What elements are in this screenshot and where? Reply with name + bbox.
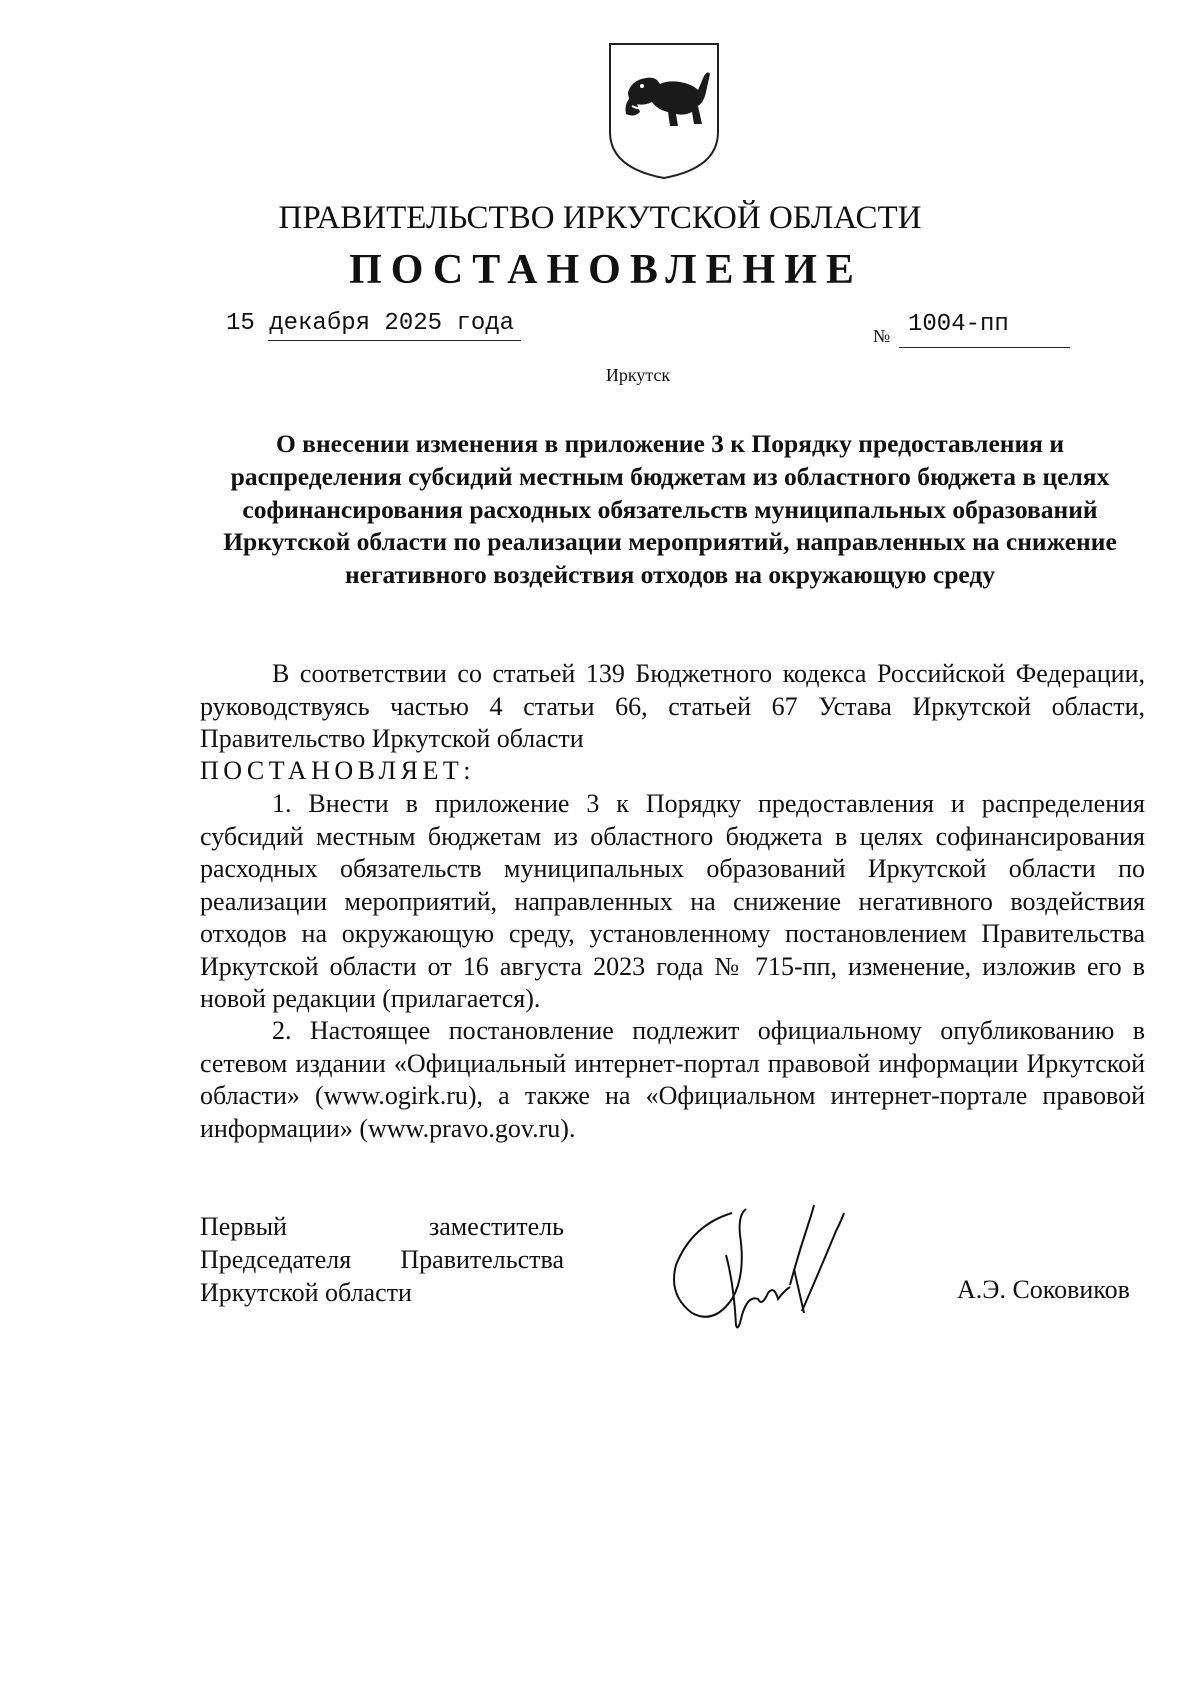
document-date: 15 декабря 2025 года <box>226 310 515 337</box>
document-type-heading: ПОСТАНОВЛЕНИЕ <box>349 247 863 293</box>
handwritten-signature-icon <box>662 1195 867 1335</box>
signer-position-line-1: Первый заместитель <box>200 1212 564 1241</box>
document-number: 1004-пп <box>908 311 1009 338</box>
resolves-heading: ПОСТАНОВЛЯЕТ: <box>200 756 475 785</box>
number-underline <box>899 347 1070 348</box>
irkutsk-coat-of-arms-icon <box>606 40 722 180</box>
number-sign: № <box>873 326 891 346</box>
government-title: ПРАВИТЕЛЬСТВО ИРКУТСКОЙ ОБЛАСТИ <box>278 200 922 236</box>
signer-position-line-3: Иркутской области <box>200 1278 412 1307</box>
signer-position <box>200 1210 564 1309</box>
resolution-item-1: 1. Внести в приложение 3 к Порядку предоставления и распределения субсидий местным бюджетам из областного бюджета в целях софинансирования расходных обязательств муниципальных образований Иркутской области по реализации мероприятий, направленных на снижение негативного воздействия отходов на окружающую среду, установленному постановлением Правительства Иркутской области от 16 августа 2023 года № 715-пп, изменение, изложив его в новой редакции (прилагается). <box>200 789 1145 1013</box>
signer-position-line-2: Председателя Правительства <box>200 1245 564 1274</box>
basis-paragraph: В соответствии со статьей 139 Бюджетного кодекса Российской Федерации, руководствуясь частью 4 статьи 66, статьей 67 Устава Иркутской области, Правительство Иркутской области <box>200 659 1145 753</box>
signer-name: А.Э. Соковиков <box>957 1275 1130 1304</box>
resolution-item-2: 2. Настоящее постановление подлежит официальному опубликованию в сетевом издании «Официальный интернет-портал правовой информации Иркутской области» (www.ogirk.ru), а также на «Официальном интернет-портале правовой информации» (www.pravo.gov.ru). <box>200 1016 1145 1143</box>
city-name: Иркутск <box>605 365 671 385</box>
document-subject: О внесении изменения в приложение 3 к Порядку предоставления и распределения субсидий местным бюджетам из областного бюджета в целях софинансирования расходных обязательств муниципальных образований Иркутской области по реализации мероприятий, направленных на снижение негативного воздействия отходов на окружающую среду <box>223 429 1117 590</box>
date-underline <box>268 340 521 341</box>
